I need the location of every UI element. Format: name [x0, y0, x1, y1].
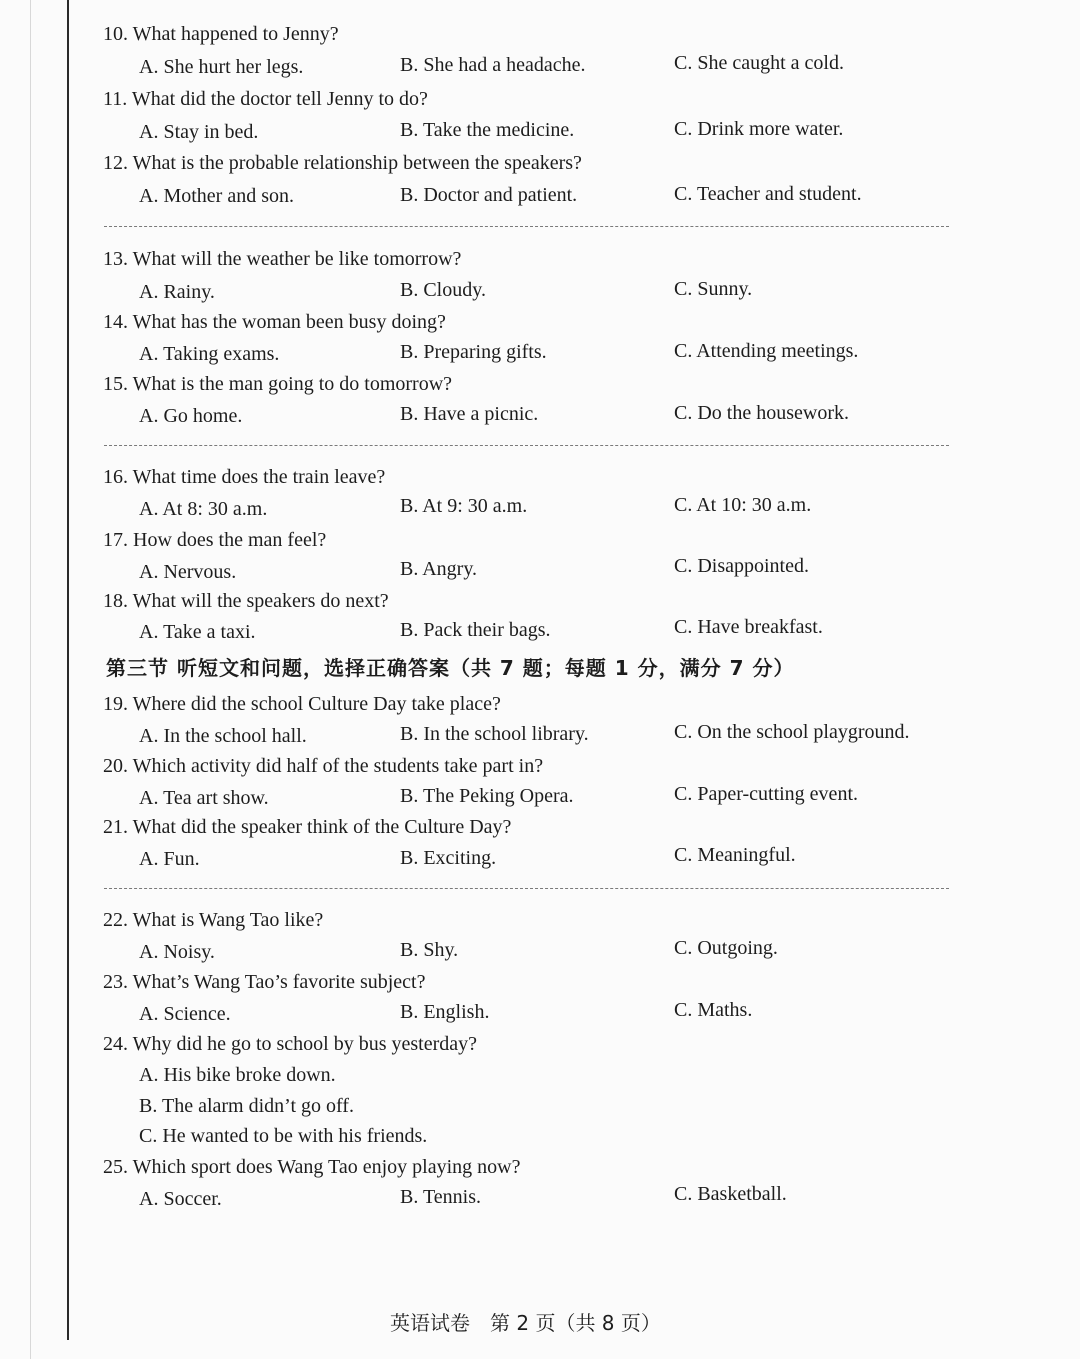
option-b: B. Have a picnic.	[400, 403, 539, 425]
option-b: B. Angry.	[400, 558, 478, 580]
question-stem: 11. What did the doctor tell Jenny to do?	[103, 88, 428, 110]
option-a: A. Soccer.	[139, 1188, 222, 1210]
option-a: A. Take a taxi.	[139, 621, 256, 643]
option-a: A. At 8: 30 a.m.	[139, 498, 268, 520]
question-stem: 13. What will the weather be like tomorrow?	[103, 248, 462, 270]
option-b: B. At 9: 30 a.m.	[400, 495, 528, 517]
question-stem: 25. Which sport does Wang Tao enjoy playing now?	[103, 1156, 521, 1178]
option-c: C. Disappointed.	[674, 555, 809, 577]
option-a: A. Noisy.	[139, 941, 215, 963]
option-c: C. Do the housework.	[674, 402, 849, 424]
option-a: A. In the school hall.	[139, 725, 307, 747]
option-a: A. She hurt her legs.	[139, 56, 304, 78]
option-b: B. English.	[400, 1001, 490, 1023]
page-footer: 英语试卷 第 2 页（共 8 页）	[390, 1311, 661, 1335]
option-a: A. Tea art show.	[139, 787, 269, 809]
question-stem: 15. What is the man going to do tomorrow?	[103, 373, 453, 395]
question-stem: 10. What happened to Jenny?	[103, 23, 339, 45]
option-c: C. He wanted to be with his friends.	[139, 1125, 428, 1147]
section-heading: 第三节 听短文和问题，选择正确答案（共 7 题；每题 1 分，满分 7 分）	[106, 656, 795, 680]
option-a: A. Fun.	[139, 848, 200, 870]
page-edge	[30, 0, 31, 1359]
option-b: B. The Peking Opera.	[400, 785, 574, 807]
question-stem: 19. Where did the school Culture Day take place?	[103, 693, 501, 715]
option-c: C. Maths.	[674, 999, 753, 1021]
option-c: C. Have breakfast.	[674, 616, 823, 638]
option-c: C. Outgoing.	[674, 937, 778, 959]
option-c: C. Attending meetings.	[674, 340, 859, 362]
option-a: A. Rainy.	[139, 281, 215, 303]
option-b: B. Shy.	[400, 939, 459, 961]
option-c: C. On the school playground.	[674, 721, 910, 743]
binding-rule	[67, 0, 69, 1340]
option-c: C. She caught a cold.	[674, 52, 844, 74]
section-divider	[104, 445, 949, 446]
option-a: A. Nervous.	[139, 561, 237, 583]
question-stem: 24. Why did he go to school by bus yesterday?	[103, 1033, 478, 1055]
section-divider	[104, 226, 949, 227]
option-b: B. The alarm didn’t go off.	[139, 1095, 354, 1117]
section-divider	[104, 888, 949, 889]
question-stem: 18. What will the speakers do next?	[103, 590, 389, 612]
option-a: A. Stay in bed.	[139, 121, 259, 143]
option-b: B. Pack their bags.	[400, 619, 551, 641]
option-c: C. Drink more water.	[674, 118, 844, 140]
option-a: A. Mother and son.	[139, 185, 294, 207]
option-a: A. His bike broke down.	[139, 1064, 336, 1086]
option-b: B. Exciting.	[400, 847, 497, 869]
option-a: A. Science.	[139, 1003, 231, 1025]
question-stem: 21. What did the speaker think of the Culture Day?	[103, 816, 512, 838]
option-b: B. Take the medicine.	[400, 119, 575, 141]
option-c: C. Paper-cutting event.	[674, 783, 858, 805]
option-c: C. Meaningful.	[674, 844, 796, 866]
question-stem: 23. What’s Wang Tao’s favorite subject?	[103, 971, 426, 993]
option-c: C. At 10: 30 a.m.	[674, 494, 812, 516]
question-stem: 16. What time does the train leave?	[103, 466, 386, 488]
question-stem: 14. What has the woman been busy doing?	[103, 311, 446, 333]
option-c: C. Sunny.	[674, 278, 753, 300]
option-b: B. In the school library.	[400, 723, 589, 745]
question-stem: 12. What is the probable relationship between the speakers?	[103, 152, 582, 174]
question-stem: 22. What is Wang Tao like?	[103, 909, 324, 931]
option-b: B. Cloudy.	[400, 279, 486, 301]
option-a: A. Taking exams.	[139, 343, 280, 365]
option-b: B. Tennis.	[400, 1186, 482, 1208]
option-c: C. Teacher and student.	[674, 183, 862, 205]
question-stem: 20. Which activity did half of the students take part in?	[103, 755, 544, 777]
question-stem: 17. How does the man feel?	[103, 529, 327, 551]
option-b: B. Preparing gifts.	[400, 341, 547, 363]
option-b: B. Doctor and patient.	[400, 184, 578, 206]
option-c: C. Basketball.	[674, 1183, 787, 1205]
option-b: B. She had a headache.	[400, 54, 586, 76]
option-a: A. Go home.	[139, 405, 243, 427]
